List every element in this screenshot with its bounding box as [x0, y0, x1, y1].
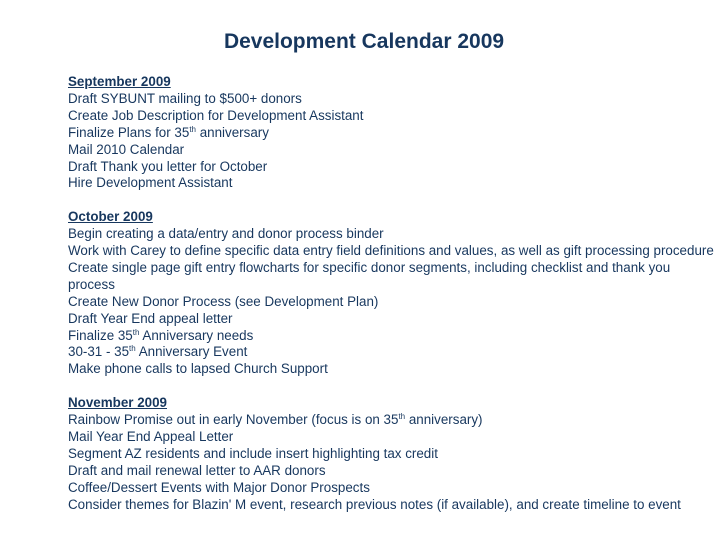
- task-item: [68, 328, 718, 345]
- task-text: Make phone calls to lapsed Church Support: [68, 361, 328, 377]
- task-text: anniversary): [405, 412, 483, 428]
- task-text: Anniversary Event: [135, 344, 248, 360]
- ordinal-superscript: th: [189, 124, 196, 134]
- task-text: Anniversary needs: [139, 327, 254, 343]
- month-heading: September 2009: [68, 74, 171, 89]
- task-text: 30-31 - 35: [68, 344, 130, 360]
- ordinal-superscript: th: [129, 344, 136, 354]
- task-text: Coffee/Dessert Events with Major Donor Prospects: [68, 479, 370, 495]
- task-text: Create single page gift entry flowcharts for specific donor segments, including checklist and thank you process: [68, 259, 671, 292]
- calendar-body: [68, 74, 718, 530]
- task-text: Mail Year End Appeal Letter: [68, 429, 234, 444]
- task-item: [68, 175, 718, 192]
- task-item: [68, 142, 718, 159]
- task-text: Consider themes for Blazin' M event, research previous notes (if available), and create timeline to event: [68, 496, 681, 512]
- month-section: [68, 395, 718, 513]
- task-text: Mail 2010 Calendar: [68, 141, 185, 157]
- task-item: [68, 361, 718, 378]
- task-text: Hire Development Assistant: [68, 175, 233, 191]
- task-text: Create Job Description for Development Assistant: [68, 107, 364, 123]
- task-item: [68, 91, 718, 108]
- task-text: Draft Thank you letter for October: [68, 158, 268, 174]
- task-item: [68, 463, 718, 480]
- task-item: [68, 108, 718, 125]
- task-text: Segment AZ residents and include insert highlighting tax credit: [68, 445, 438, 461]
- month-section: [68, 209, 718, 378]
- task-item: [68, 412, 718, 429]
- task-text: Work with Carey to define specific data entry field definitions and values, as well as gift processing procedure: [68, 243, 714, 259]
- task-text: Begin creating a data/entry and donor process binder: [68, 226, 384, 242]
- task-text: Rainbow Promise out in early November (focus is on 35: [68, 412, 399, 428]
- ordinal-superscript: th: [132, 327, 140, 337]
- task-text: Draft SYBUNT mailing to $500+ donors: [68, 90, 302, 106]
- task-text: Draft and mail renewal letter to AAR donors: [68, 462, 326, 478]
- task-text: Finalize 35: [68, 327, 133, 343]
- task-item: [68, 480, 718, 497]
- task-item: [68, 260, 718, 294]
- task-item: [68, 294, 718, 311]
- task-text: Create New Donor Process (see Development Plan): [68, 293, 379, 309]
- page-title: Development Calendar 2009: [223, 30, 505, 53]
- task-item: [68, 344, 718, 361]
- task-item: [68, 243, 718, 260]
- task-item: [68, 429, 718, 446]
- task-text: anniversary: [196, 124, 269, 140]
- task-item: [68, 226, 718, 243]
- task-item: [68, 446, 718, 463]
- task-item: [68, 497, 718, 514]
- task-item: [68, 311, 718, 328]
- task-text: Draft Year End appeal letter: [68, 310, 233, 326]
- month-heading: October 2009: [68, 209, 153, 225]
- task-item: [68, 125, 718, 142]
- month-section: [68, 74, 718, 192]
- task-item: [68, 159, 718, 176]
- month-heading: November 2009: [68, 395, 167, 411]
- task-text: Finalize Plans for 35: [68, 124, 190, 140]
- ordinal-superscript: th: [398, 412, 406, 422]
